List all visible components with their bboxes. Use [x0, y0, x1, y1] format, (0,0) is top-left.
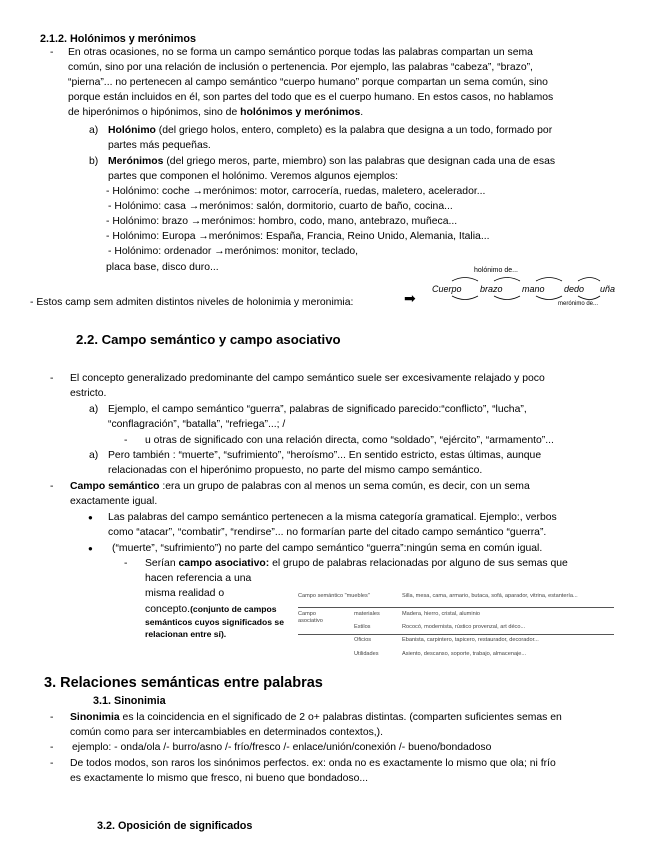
table-row-value: Rococó, modernista, rústico provenzal, art déco...: [402, 624, 526, 630]
table-row-label: Utilidades: [354, 651, 379, 657]
associative-field-table: [298, 591, 614, 666]
example-line: placa base, disco duro...: [106, 262, 219, 273]
list-dash: -: [50, 742, 54, 753]
campo-asociativo-def: Serían campo asociativo: el grupo de palabras relacionadas por alguno de sus semas que: [145, 558, 568, 569]
table-row-label: Oficios: [354, 637, 372, 643]
sinonimia-def: Sinonimia es la coincidencia en el significado de 2 o+ palabras distintas. (comparten suficientes semas en: [70, 712, 562, 723]
list-marker: b): [89, 156, 99, 167]
definition-meronimos: Merónimos (del griego meros, parte, miembro) son las palabras que designan cada una de esas: [108, 156, 556, 167]
paragraph-line: El concepto generalizado predominante del campo semántico suele ser excesivamente relajado y poco: [70, 373, 545, 384]
list-dash: -: [50, 758, 54, 769]
list-marker: a): [89, 125, 99, 136]
paragraph-line: “conflagración”, “batalla”, “refriega”...; /: [108, 419, 286, 430]
example-line: - Holónimo: Europa →merónimos: España, Francia, Reino Unido, Alemania, Italia...: [106, 231, 490, 242]
list-dash: -: [124, 558, 128, 569]
example-line: - Holónimo: ordenador →merónimos: monitor, teclado,: [108, 246, 359, 257]
paragraph-line: misma realidad o: [145, 588, 225, 599]
list-marker: a): [89, 450, 99, 461]
subsection-heading-32: 3.2. Oposición de significados: [97, 820, 253, 832]
diagram-top-label: holónimo de...: [474, 267, 518, 274]
section-heading-22: 2.2. Campo semántico y campo asociativo: [76, 332, 341, 347]
levels-line: - Estos camp sem admiten distintos niveles de holonimia y meronimia:: [30, 297, 354, 308]
paragraph-line: común como para ser intercambiables en determinados contextos,).: [70, 727, 384, 738]
arrow-right-icon: ➡: [404, 290, 416, 306]
diagram-word: mano: [522, 284, 545, 294]
table-row-label: Estilos: [354, 624, 371, 630]
table-row-value: Asiento, descanso, soporte, trabajo, almacenaje...: [402, 651, 527, 657]
bullet-icon: ●: [88, 544, 93, 553]
table-header-right: Silla, mesa, cama, armario, butaca, sofá, aparador, vitrina, estantería...: [402, 593, 578, 599]
paragraph-line: semánticos cuyos significados se: [145, 617, 284, 627]
paragraph-line: Ejemplo, el campo semántico “guerra”, palabras de significado parecido:“conflicto”, “lucha”,: [108, 404, 527, 415]
diagram-word: uña: [600, 284, 616, 294]
paragraph-line: partes que componen el holónimo. Veremos algunos ejemplos:: [108, 171, 398, 182]
paragraph-line: es exactamente lo mismo que fresco, ni bueno que bondadoso...: [70, 773, 369, 784]
table-rule: [298, 634, 614, 635]
campo-semantico-def: Campo semántico :era un grupo de palabras con al menos un sema común, es decir, con un sema: [70, 481, 530, 492]
example-line: - Holónimo: casa →merónimos: salón, dormitorio, cuarto de baño, cocina...: [108, 201, 453, 212]
paragraph-line: hacen referencia a una: [145, 573, 252, 584]
definition-holonimo: Holónimo (del griego holos, entero, completo) es la palabra que designa a un todo, formado por: [108, 125, 553, 136]
diagram-word: dedo: [564, 284, 585, 294]
diagram-word: brazo: [480, 284, 503, 294]
paragraph-line: porque están incluidos en él, son partes del todo que es el cuerpo humano. En estos casos, no hablamos: [68, 92, 554, 103]
section-heading-3: 3. Relaciones semánticas entre palabras: [44, 675, 323, 691]
list-dash: -: [124, 435, 128, 446]
table-side-label: Campo asociativo: [298, 611, 323, 624]
paragraph-line: como “atacar”, “combatir”, “rendirse”... no formarían parte del citado campo semántico “guerra”.: [108, 527, 547, 538]
paragraph-line: concepto.(conjunto de campos: [145, 604, 277, 615]
list-dash: -: [50, 481, 54, 492]
list-dash: -: [50, 373, 54, 384]
table-row-value: Madera, hierro, cristal, aluminio: [402, 611, 481, 617]
example-line: - Holónimo: brazo →merónimos: hombro, codo, mano, antebrazo, muñeca...: [106, 216, 458, 227]
paragraph-line: En otras ocasiones, no se forma un campo semántico porque todas las palabras compartan un sema: [68, 47, 533, 58]
table-row-label: materiales: [354, 611, 380, 617]
bullet-icon: ●: [88, 513, 93, 522]
paragraph-line: relacionadas con el hiperónimo propuesto, no parte del mismo campo semántico.: [108, 465, 483, 476]
holonymy-diagram: [430, 265, 618, 309]
diagram-word: Cuerpo: [432, 284, 462, 294]
paragraph-line: ejemplo: - onda/ola /- burro/asno /- frío/fresco /- enlace/unión/conexión /- bueno/bondadoso: [72, 742, 492, 753]
paragraph-line: exactamente igual.: [70, 496, 158, 507]
table-rule: [298, 607, 614, 608]
list-dash: -: [50, 47, 54, 58]
paragraph-line: Pero también : “muerte”, “sufrimiento”, “heroísmo”... En sentido estricto, estas últimas, aunque: [108, 450, 542, 461]
table-row-value: Ebanista, carpintero, tapicero, restaurador, decorador...: [402, 637, 539, 643]
example-line: - Holónimo: coche →merónimos: motor, carrocería, ruedas, maletero, acelerador...: [106, 186, 486, 197]
paragraph-line: “pierna”... no pertenecen al campo semántico “cuerpo humano” porque compartan un sema común, sino: [68, 77, 548, 88]
section-heading-212: 2.1.2. Holónimos y merónimos: [40, 33, 196, 45]
paragraph-line: común, sino por una relación de inclusión o pertenencia. Por ejemplo, las palabras “cabeza”, “brazo”,: [68, 62, 533, 73]
paragraph-line: De todos modos, son raros los sinónimos perfectos. ex: onda no es exactamente lo mismo que ola; ni frío: [70, 758, 556, 769]
paragraph-line: (“muerte”, “sufrimiento”) no parte del campo semántico “guerra”:ningún sema en común igual.: [112, 543, 543, 554]
paragraph-line: u otras de significado con una relación directa, como “soldado”, “ejército”, “armamento”...: [145, 435, 554, 446]
paragraph-line: Las palabras del campo semántico pertenecen a la misma categoría gramatical. Ejemplo:, verbos: [108, 512, 557, 523]
paragraph-line: de hiperónimos o hipónimos, sino de holónimos y merónimos.: [68, 107, 364, 118]
table-header-left: Campo semántico "muebles": [298, 593, 370, 599]
paragraph-line: partes más pequeñas.: [108, 140, 211, 151]
diagram-bottom-label: merónimo de...: [558, 301, 599, 307]
paragraph-line: estricto.: [70, 388, 107, 399]
subsection-heading-31: 3.1. Sinonimia: [93, 695, 166, 707]
list-marker: a): [89, 404, 99, 415]
list-dash: -: [50, 712, 54, 723]
paragraph-line: relacionan entre sí).: [145, 629, 227, 639]
